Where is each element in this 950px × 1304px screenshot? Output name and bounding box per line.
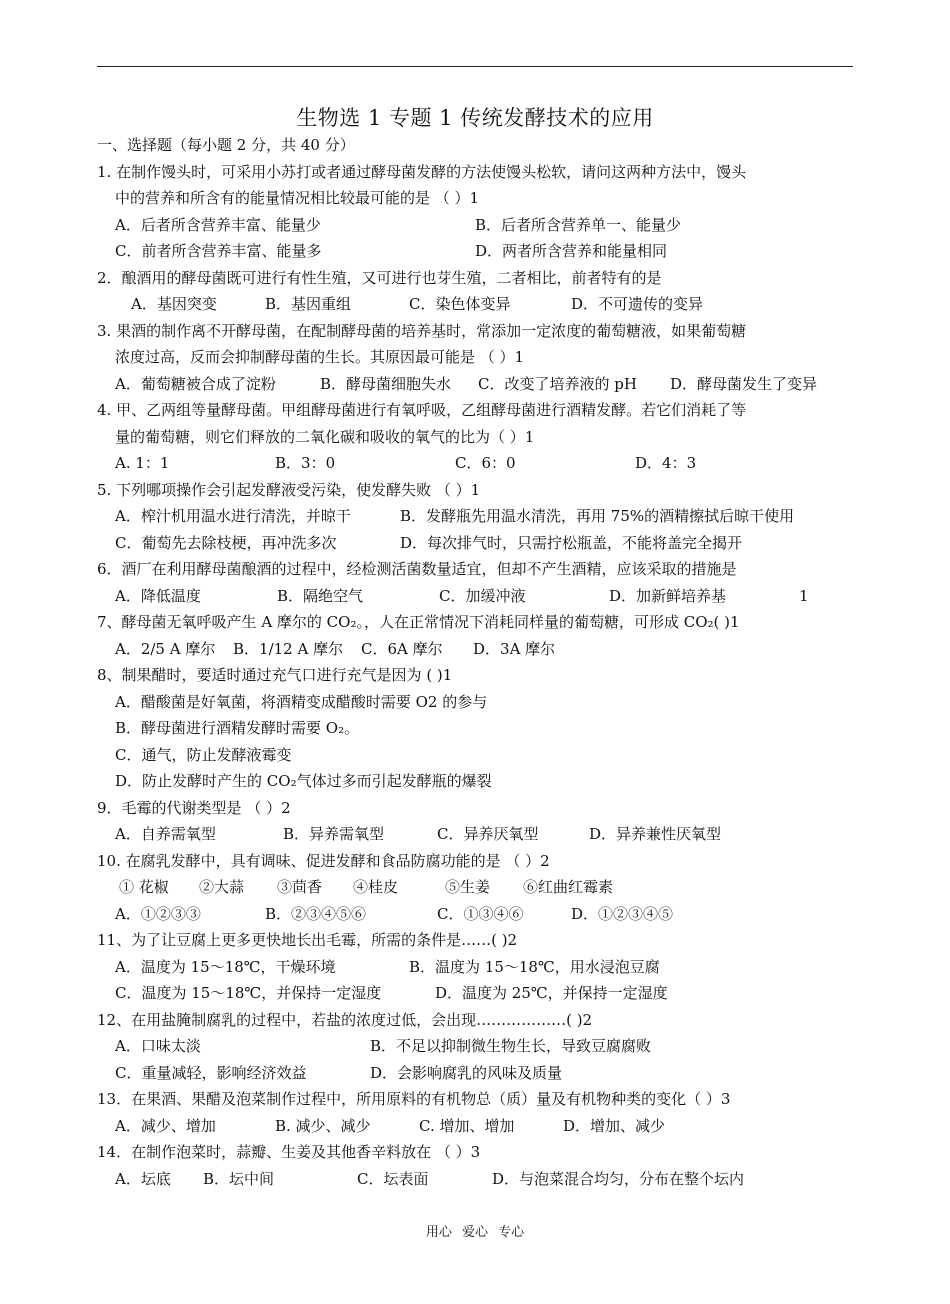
question-text: 量的葡萄糖，则它们释放的二氧化碳和吸收的氧气的比为（ ）1 [115, 427, 535, 446]
question-11 [97, 927, 857, 1007]
question-13 [97, 1086, 857, 1139]
section-heading: 一、选择题（每小题 2 分，共 40 分） [97, 136, 355, 154]
option-row [97, 238, 857, 265]
question-3 [97, 318, 857, 398]
option-row [97, 636, 857, 663]
option-b: B．后者所含营养单一、能量少 [475, 215, 682, 234]
option-c: C．重量减轻，影响经济效益 [115, 1063, 307, 1082]
option-b: B. 减少、减少 [275, 1116, 371, 1135]
question-text: 7、酵母菌无氧呼吸产生 A 摩尔的 CO₂。，人在正常情况下消耗同样量的葡萄糖，可形成 CO₂( )1 [97, 613, 740, 631]
option-d: D．两者所含营养和能量相同 [475, 242, 668, 260]
option-row [97, 371, 857, 398]
option-row [97, 980, 857, 1007]
question-text: 4. 甲、乙两组等量酵母菌。甲组酵母菌进行有氧呼吸，乙组酵母菌进行酒精发酵。若它们消耗了等 [97, 401, 747, 419]
question-text: 3. 果酒的制作离不开酵母菌，在配制酵母菌的培养基时，常添加一定浓度的葡萄糖液，如果葡萄糖 [97, 321, 747, 340]
question-8 [97, 662, 857, 795]
option-row [97, 1033, 857, 1060]
option-a: A．坛底 [115, 1169, 171, 1188]
option-a: A．①②③③ [115, 904, 201, 923]
question-text: 12、在用盐腌制腐乳的过程中，若盐的浓度过低，会出现………………( )2 [97, 1010, 593, 1029]
choice-1: ① 花椒 [119, 878, 169, 896]
option-row [97, 503, 857, 530]
option-d: D．会影响腐乳的风味及质量 [370, 1063, 563, 1082]
option-b: B．酵母菌细胞失水 [320, 374, 452, 393]
choice-2: ②大蒜 [199, 878, 245, 896]
header-rule [97, 66, 853, 67]
question-text: 中的营养和所含有的能量情况相比较最可能的是 （ ）1 [115, 189, 480, 207]
option-a: A．自养需氧型 [115, 825, 216, 843]
option-b: B．不足以抑制微生物生长，导致豆腐腐败 [370, 1037, 652, 1055]
option-b: B．1/12 A 摩尔 [233, 639, 344, 658]
option-d: D．增加、减少 [563, 1116, 666, 1135]
question-text: 5. 下列哪项操作会引起发酵液受污染，使发酵失败 （ ）1 [97, 480, 481, 499]
option-b: B．发酵瓶先用温水清洗，再用 75%的酒精擦拭后晾干使用 [400, 507, 795, 525]
option-c: C．坛表面 [357, 1169, 429, 1188]
option-a: A．榨汁机用温水进行清洗，并晾干 [115, 507, 351, 525]
option-d: D．每次排气时，只需拧松瓶盖，不能将盖完全揭开 [400, 533, 743, 552]
option-a: A．2/5 A 摩尔 [115, 639, 216, 658]
question-text: 1. 在制作馒头时，可采用小苏打或者通过酵母菌发酵的方法使馒头松软，请问这两种方法中，馒头 [97, 162, 747, 181]
option-b: B．3：0 [275, 454, 336, 472]
option-d: D．加新鲜培养基 [609, 586, 727, 605]
option-a: A．减少、增加 [115, 1116, 216, 1135]
choice-5: ⑤生姜 [445, 878, 491, 896]
option-c: C．温度为 15～18℃，并保持一定湿度 [115, 984, 382, 1002]
option-d: D．温度为 25℃，并保持一定湿度 [435, 984, 668, 1002]
option-b: B．基因重组 [265, 295, 352, 313]
option-d: D．4：3 [635, 454, 697, 472]
question-6 [97, 556, 857, 609]
question-1 [97, 159, 857, 265]
option-b: B．坛中间 [203, 1169, 275, 1188]
option-b: B．温度为 15～18℃，用水浸泡豆腐 [409, 957, 660, 976]
option-row [97, 1060, 857, 1087]
option-a: A．葡萄糖被合成了淀粉 [115, 374, 276, 393]
option-d: D．异养兼性厌氧型 [589, 825, 722, 843]
question-list [97, 132, 857, 1192]
option-b: B．隔绝空气 [277, 586, 364, 605]
option-a: A．温度为 15～18℃，干燥环境 [115, 957, 336, 976]
question-text: 6．酒厂在利用酵母菌酿酒的过程中，经检测活菌数量适宜，但却不产生酒精，应该采取的措施是 [97, 560, 737, 578]
option-c: C．葡萄先去除枝梗，再冲洗多次 [115, 533, 337, 552]
option-d: D．酵母菌发生了变异 [670, 374, 818, 393]
option-row [97, 1166, 857, 1193]
question-7 [97, 609, 857, 662]
option-row [97, 874, 857, 901]
question-text: 2．酿酒用的酵母菌既可进行有性生殖，又可进行也芽生殖，二者相比，前者特有的是 [97, 268, 662, 287]
option-row [97, 583, 857, 610]
option-d: D．①②③④⑤ [571, 904, 674, 923]
option-row [97, 450, 857, 477]
option-d: D．防止发酵时产生的 CO₂气体过多而引起发酵瓶的爆裂 [115, 772, 492, 790]
option-c: C．前者所含营养丰富、能量多 [115, 242, 322, 260]
option-a: A．基因突变 [131, 295, 217, 313]
option-c: C．改变了培养液的 pH [478, 374, 637, 393]
option-row [97, 530, 857, 557]
question-text: 8、制果醋时，要适时通过充气口进行充气是因为 ( )1 [97, 666, 453, 684]
question-2 [97, 265, 857, 318]
option-d: D．与泡菜混合均匀，分布在整个坛内 [492, 1169, 745, 1188]
question-10 [97, 848, 857, 928]
question-14 [97, 1139, 857, 1192]
question-12 [97, 1007, 857, 1087]
option-row [97, 821, 857, 848]
question-text: 10. 在腐乳发酵中，具有调味、促进发酵和食品防腐功能的是 （ ）2 [97, 851, 550, 870]
question-text: 9．毛霉的代谢类型是 （ ）2 [97, 798, 291, 817]
option-row [97, 212, 857, 239]
question-text: 浓度过高，反而会抑制酵母菌的生长。其原因最可能是 （ ）1 [115, 348, 525, 366]
option-c: C．6A 摩尔 [361, 639, 443, 658]
option-b: B．异养需氧型 [283, 825, 385, 843]
option-row [97, 954, 857, 981]
question-text: 11、为了让豆腐上更多更快地长出毛霉，所需的条件是……( )2 [97, 931, 518, 949]
option-row [97, 1113, 857, 1140]
option-a: A．醋酸菌是好氧菌，将酒精变成醋酸时需要 O2 的参与 [115, 692, 488, 711]
option-b: B．②③④⑤⑥ [265, 904, 367, 923]
choice-3: ③茴香 [277, 878, 323, 896]
option-d: D．不可遗传的变异 [571, 295, 704, 313]
option-c: C．异养厌氧型 [437, 825, 539, 843]
page-title: 生物选 1 专题 1 传统发酵技术的应用 [296, 106, 654, 130]
page-footer: 用心 爱心 专心 [425, 1225, 525, 1240]
score-mark: 1 [799, 586, 809, 605]
option-a: A．后者所含营养丰富、能量少 [115, 215, 321, 234]
choice-4: ④桂皮 [353, 878, 399, 896]
question-text: 14．在制作泡菜时，蒜瓣、生姜及其他香辛料放在 （ ）3 [97, 1143, 481, 1161]
option-c: C．加缓冲液 [439, 586, 526, 605]
option-c: C. 增加、增加 [419, 1116, 515, 1135]
option-a: A．降低温度 [115, 586, 201, 605]
option-d: D．3A 摩尔 [473, 639, 556, 658]
question-text: 13．在果酒、果醋及泡菜制作过程中，所用原料的有机物总（质）量及有机物种类的变化（ ）3 [97, 1090, 731, 1108]
question-5 [97, 477, 857, 557]
option-c: C．染色体变异 [409, 295, 511, 313]
option-a: A. 1：1 [115, 454, 170, 472]
question-9 [97, 795, 857, 848]
option-c: C．6：0 [455, 454, 516, 472]
option-c: C．①③④⑥ [437, 904, 524, 923]
question-4 [97, 397, 857, 477]
option-c: C．通气，防止发酵液霉变 [115, 745, 292, 764]
option-row [97, 901, 857, 928]
option-b: B．酵母菌进行酒精发酵时需要 O₂。 [115, 719, 360, 737]
option-row [97, 291, 857, 318]
choice-6: ⑥红曲红霉素 [523, 878, 614, 896]
option-a: A．口味太淡 [115, 1037, 201, 1055]
